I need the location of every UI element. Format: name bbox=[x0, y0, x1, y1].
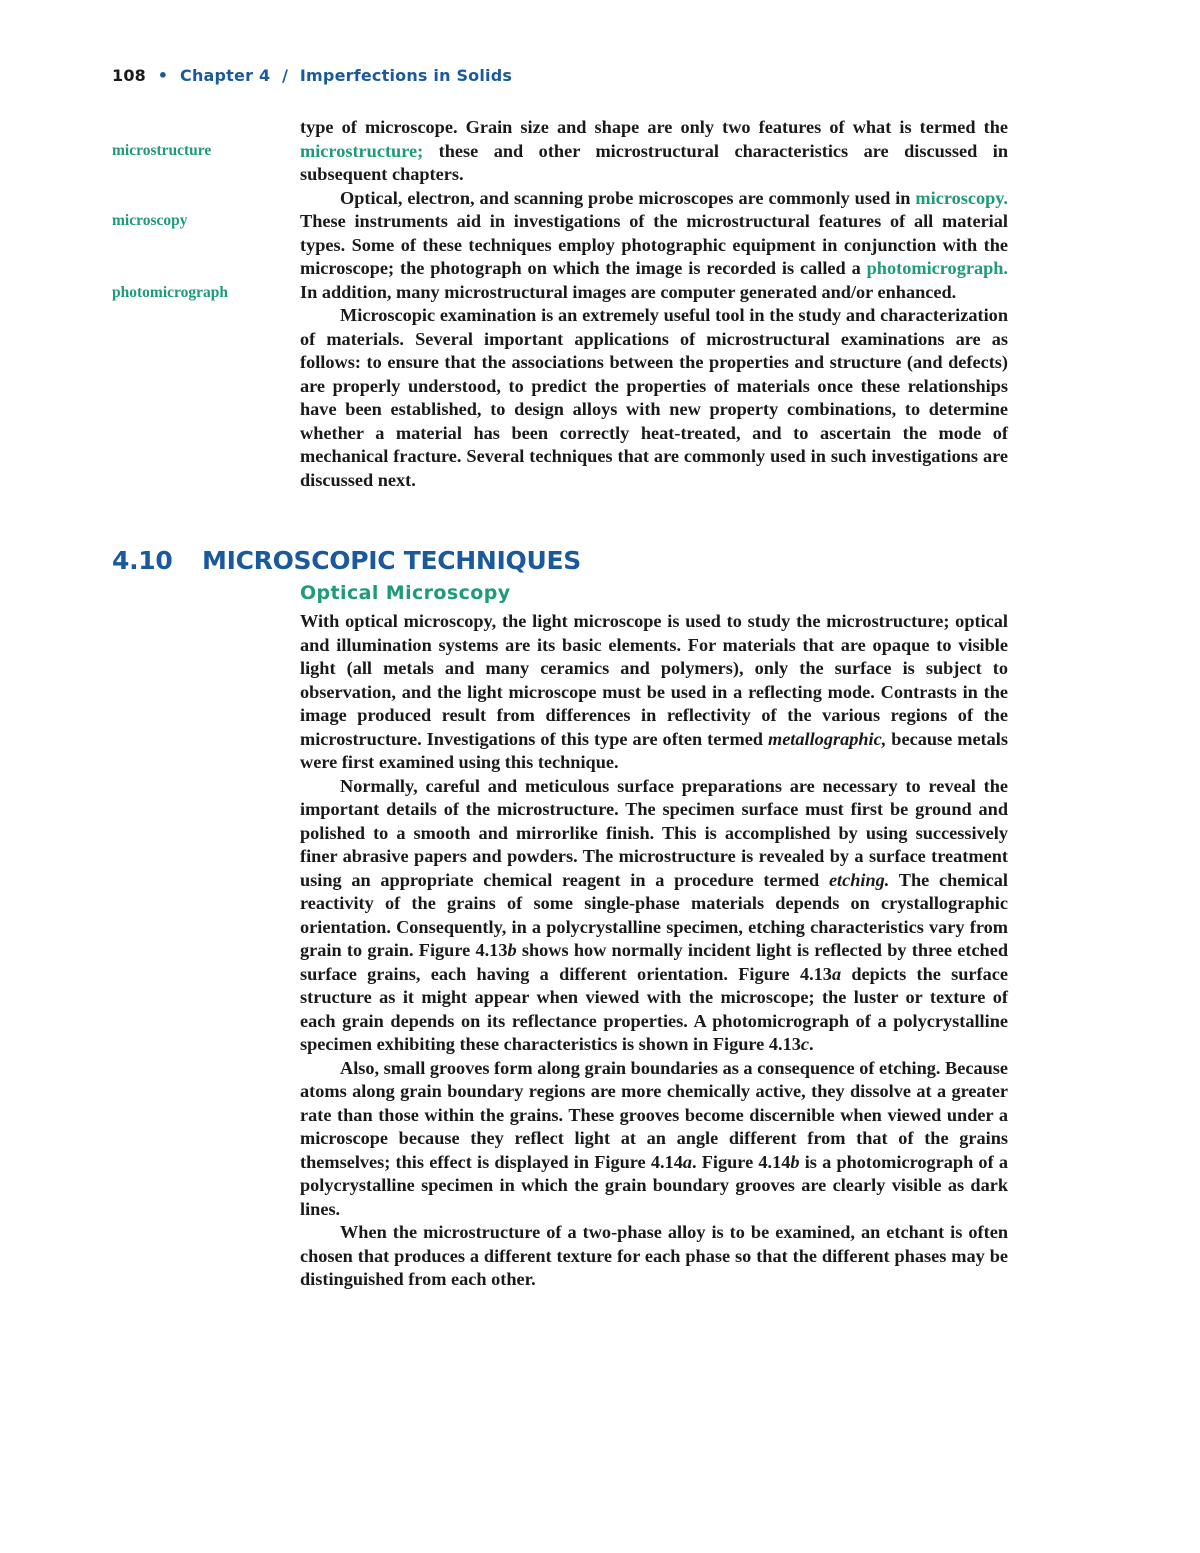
text-run: In addition, many microstructural images are computer generated and/or enhanced. bbox=[300, 281, 957, 302]
text-run: Optical, electron, and scanning probe microscopes are commonly used in bbox=[340, 187, 916, 208]
section-paragraph-4: When the microstructure of a two-phase alloy is to be examined, an etchant is often chosen that produces a different texture for each phase so that the different phases may be distinguished from each other. bbox=[300, 1222, 1008, 1289]
term-photomicrograph: photomicrograph. bbox=[866, 258, 1008, 278]
text-run: Normally, careful and meticulous surface preparations are necessary to reveal the important details of the microstructure. The specimen surface must first be ground and polished to a smooth and mirrorlike finish. This is accomplished by using successively finer abrasive papers and powders. The microstructure is revealed by a surface treatment using an appropriate chemical reagent in a procedure termed bbox=[300, 775, 1008, 890]
figure-ref-letter: b bbox=[790, 1151, 800, 1172]
text-run: because metals were first examined using this technique. bbox=[300, 728, 1008, 772]
text-run: The chemical reactivity of the grains of some single-phase materials depends on crystallographic orientation. Consequently, in a polycrystalline specimen, etching characteristics vary from grain to grain. Figure 4.13 bbox=[300, 869, 1009, 960]
term-microstructure: microstructure; bbox=[300, 140, 424, 161]
text-run: With optical microscopy, the light microscope is used to study the microstructure; optical and illumination systems are its basic elements. For materials that are opaque to visible light (all metals and many ceramics and polymers), only the surface is subject to observation, and the light microscope must be used in a reflecting mode. Contrasts in the image produced result from differences in reflectivity of the various regions of the microstructure. Investigations of this type are often termed bbox=[300, 611, 1008, 749]
text-run: these and other microstructural characteristics are discussed in subsequent chapters. bbox=[300, 140, 1008, 184]
figure-ref-letter: c bbox=[800, 1034, 809, 1054]
section-title: MICROSCOPIC TECHNIQUES bbox=[202, 546, 581, 575]
text-run: These instruments aid in investigations of the microstructural features of all material types. Some of these techniques employ photographic equipment in conjunction with the microscope; the photograph on which the image is recorded is called a bbox=[300, 211, 1008, 278]
text-run: depicts the surface structure as it might appear when viewed with the microscope; the luster or texture of each grain depends on its reflectance properties. A photomicrograph of a polycrystalline specimen exhibiting these characteristics is shown in Figure 4.13 bbox=[300, 963, 1008, 1054]
margin-term-microscopy: microscopy bbox=[112, 212, 188, 229]
intro-text bbox=[300, 116, 1008, 492]
emphasis-metallographic: metallographic, bbox=[767, 728, 887, 749]
term-microscopy: microscopy. bbox=[915, 187, 1008, 208]
text-run: . Figure 4.14 bbox=[691, 1151, 791, 1172]
text-run: shows how normally incident light is reflected by three etched surface grains, each having a different orientation. Figure 4.13 bbox=[300, 940, 1009, 984]
text-run: type of microscope. Grain size and shape are only two features of what is termed the bbox=[300, 117, 1008, 137]
chapter-title: Imperfections in Solids bbox=[299, 66, 513, 85]
emphasis-etching: etching. bbox=[828, 869, 890, 890]
section-paragraph-1 bbox=[300, 610, 1008, 775]
figure-ref-letter: a bbox=[682, 1151, 692, 1172]
section-paragraph-3 bbox=[300, 1057, 1008, 1222]
figure-ref-letter: a bbox=[831, 963, 842, 984]
section-paragraph-2 bbox=[300, 775, 1008, 1057]
text-run: is a photomicrograph of a polycrystalline specimen in which the grain boundary grooves are clearly visible as dark lines. bbox=[300, 1151, 1008, 1219]
margin-term-microstructure: microstructure bbox=[112, 142, 212, 159]
section-number: 4.10 bbox=[112, 546, 173, 575]
subsection-heading: Optical Microscopy bbox=[300, 582, 511, 604]
intro-paragraph-1 bbox=[300, 116, 1008, 187]
header-bullet: • bbox=[157, 66, 169, 85]
section-heading bbox=[112, 546, 581, 575]
section-text bbox=[300, 610, 1008, 1292]
chapter-label: Chapter 4 bbox=[180, 66, 271, 85]
text-run: . bbox=[808, 1034, 814, 1054]
intro-paragraph-3: Microscopic examination is an extremely useful tool in the study and characterization of materials. Several important applications of microstructural examinations are as follows: to ensure that the associations between the properties and structure (and defects) are properly understood, to predict the properties of materials once these relationships have been established, to design alloys with new property combinations, to determine whether a material has been correctly heat-treated, and to ascertain the mode of mechanical fracture. Several techniques that are commonly used in such investigations are discussed next. bbox=[300, 305, 1008, 490]
running-header bbox=[112, 66, 512, 85]
text-run: Also, small grooves form along grain boundaries as a consequence of etching. Because atoms along grain boundary regions are more chemically active, they dissolve at a greater rate than those within the grains. These grooves become discernible when viewed under a microscope because they reflect light at an angle different from that of the grains themselves; this effect is displayed in Figure 4.14 bbox=[300, 1057, 1008, 1172]
header-slash: / bbox=[282, 66, 289, 85]
intro-paragraph-2 bbox=[300, 187, 1008, 305]
figure-ref-letter: b bbox=[507, 940, 517, 960]
page-number: 108 bbox=[112, 66, 146, 85]
margin-term-photomicrograph: photomicrograph bbox=[112, 284, 228, 301]
